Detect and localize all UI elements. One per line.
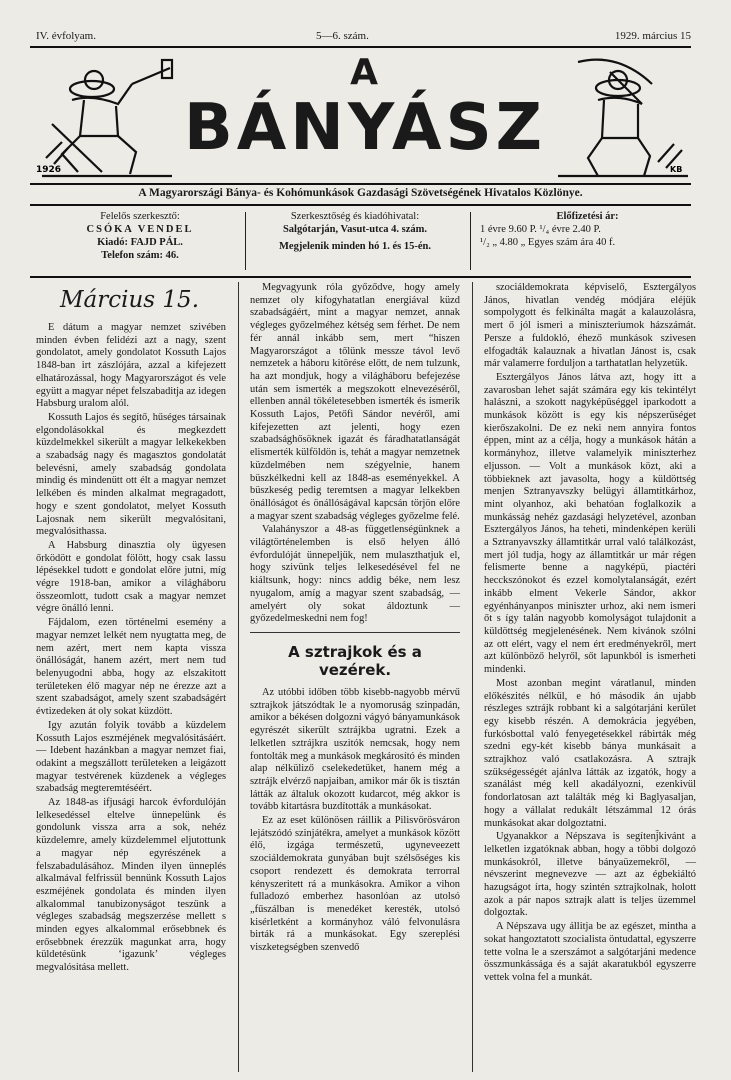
paragraph: Az 1848-as ifjusági harcok évfordulóján lelkesedéssel eltelve ünnepelünk és gondolunk vissza arra a sok, nehéz küzdelemre, amely küzdelemmel eljutottunk a magyar nép egyrészének a felszabadulásához. Minden ilyen ünneplés alkalmával felfrissül bennünk Kossuth Lajos eszméjének gondolata és minden ilyen alkalommal tanubizonyságot teszünk a végleges szabadság megszerzése mellett s minden egyes alkalommal erősebbnek és erősebbnek érezzük magunkat arra, hogy küldetésünk ‘igazunk’ végleges megvalósitása mellett.: [36, 797, 226, 974]
top-rule: [30, 46, 691, 48]
frequency: Megjelenik minden hó 1. és 15-én.: [279, 241, 431, 252]
column-divider-1: [238, 282, 239, 1072]
office-label: Szerkesztőség és kiadóhivatal:: [290, 211, 420, 222]
article-title-marcius: Március 15.: [60, 287, 199, 313]
year-mark: 1926: [36, 165, 62, 175]
volume-label: IV. évfolyam.: [36, 30, 96, 42]
info-rule: [30, 276, 691, 278]
paragraph: A Habsburg dinasztia oly ügyesen őrködött e gondolat fölött, hogy csak lassu lépésekkel tudott e gondolat előre jutni, míg végre 1918-ban, amikor a világháboru összeomlott, tudott csak a magyar nemzet végre önálló lenni.: [36, 539, 226, 615]
title-article: A: [350, 52, 380, 93]
editor-info: [40, 210, 240, 272]
subscription-info: [480, 210, 695, 272]
price-line-2: ¹/₂ „ 4.80 „ Egyes szám ára 40 f.: [480, 237, 616, 248]
office-address: Salgótarján, Vasut-utca 4. szám.: [282, 224, 428, 235]
date-label: 1929. március 15: [614, 30, 691, 42]
editor-name: CSÓKA VENDEL: [86, 224, 194, 235]
subscription-label: Előfizetési ár:: [556, 211, 619, 222]
paragraph: Kossuth Lajos és segítő, hűséges társainak elgondolásokkal és megkezdett küzdelmekkel sikerült a magyar lelkekekben a szabadság nagy és magasztos gondolatát belevésni, amely szabadság gondolata mindig és mindenütt ott élt a magyar nemzet lelkében és minden alkalmat megragadott, hogy e szent gondolatot, melyet Kossuth Lajosnak nem sikerült megvalósitani, megvalósithassa.: [36, 411, 226, 538]
paragraph: Ugyanakkor a Népszava is segítenj̃kivánt a lelketlen izgatóknak abban, hogy a többi dolgozó munkásokról, illetve bányaüzemekről, — névszerint megnevezve — azt az égbekiáltó hazugságot írta, hogy szintén sztrajkolnak, holott azok a pár napos sztrajk alatt is teljes üzemmel dolgoztak.: [484, 831, 696, 919]
miner-illustration-left: [32, 54, 182, 184]
paragraph: Esztergályos János látva azt, hogy itt a zavarosban lehet saját számára egy kis tekintélyt halászni, a szokott nagyképüséggel iparkodott a munkások között is egy kis népszerüséget kierőszakolni. De ez neki nem annyira fontos éppen, mint az a célja, hogy a munkások hátán a kormányhoz, illetve valamelyik miniszterhez eljusson. — Volt a munkások közt, aki a többieknek azt javasolta, hogy a küldöttség menjen Sztranyavszky belügyi államtitkárhoz, mint olyanhoz, aki behatóan foglalkozik a munkásság nehéz gazdasági helyzetével, azonban Esztergályos János, ha teheti, mindenképen kerüli a Sztranyavszky államtitkár urral való találkozást, mert jól tudja, hogy az államtitkár ur már régen felismerte benne a nagyképü, piactéri hecckszónokot és ezzel komolytalanságát, ezért inkább elment Vekerle Sándor, akkor egyénhányanpos miniszter urhoz, aki nem ismeri őt s így talán nagyobb komolyságot tulajdonit a küldöttség megjelenésének. Nem kivánok szólni az ott elért, vagy el nem ért eredményekről, mert azt különböző helyről, sőt lapunkból is ismerheti mindenki.: [484, 371, 696, 676]
masthead-title: [180, 54, 550, 164]
price-line-1: 1 évre 9.60 P. ¹/₄ évre 2.40 P.: [480, 224, 601, 235]
article-divider: [250, 632, 460, 633]
masthead: [30, 50, 691, 185]
paragraph: A Népszava ugy állitja be az egészet, mintha a sokat hangoztatott szocialista öntudattal, egyszerre tette volna le a szerszámot a salgótarjáni medence összmunkássága és a saját akaratukból egyszerre vettek volna fel a munkát.: [484, 921, 696, 983]
paragraph: Most azonban megint váratlanul, minden előkészités nélkül, e hó második án ujabb részleges sztrájk robbant ki a salgótarjáni kerület egy kisebb részén. A demokrácia jegyében, furkósbottal való fenyegetésekkel rábirták még szedni egy-két kisebb bánya munkásait a sztrajkhoz való csatlakozásra. A sztrajk szükségességét ajánlva látták az izgatók, hogy a szanálást még kell akadályozni, ezenkivül fondorlatosan azt találták még ki Baglyasaljan, hogy a vállalat redukált létszámmal 12 órás munkásokat akar dolgoztatni.: [484, 677, 696, 829]
header-line: [36, 30, 691, 46]
title-main: BÁNYÁSZ: [183, 91, 547, 165]
info-divider-2: [470, 212, 471, 270]
miner-illustration-right: [548, 54, 693, 184]
phone: Telefon szám: 46.: [101, 250, 179, 261]
paragraph: Az utóbbi időben több kisebb-nagyobb mérvű sztrajkok játszódtak le a nyomoruság szinpadán, amikor a békésen dolgozni vágyó bányamunkások egyrészét sikerült sztrájkba ugratni. Ezek a lelketlen sztrájkra uszitók nemcsak, hogy nem fontolták meg a munkások megkárosító és minden alap nélküliző cselekedetüket, hanem még a sztrájk elvérző napjaiban, amikor már ők is tisztán látták az általuk okozott kudarcot, még akkor is tovább kitartásra buzdították a munkásokat.: [250, 686, 460, 813]
paragraph: Megvagyunk róla győződve, hogy amely nemzet oly kifogyhatatlan energiával küzd szabadságáért, mint a magyar nemzet, annak végleges győzelméhez kétség sem férhet. De nem fér annál inkább sem, mert “hiszen Magyarországot a tőlünk messze távol levő nemzetek a háboru kitörése előtt, de nem tulzunk, ha azt mondjuk, hogy a világháboru befejezése után sem ismerték a megszokott elnevezéséről, ellenben annál tökéletesebben ismerték és ismerik Kossuth Lajos, Petőfi Sándor nevéről, ami kifejezetten azt jelenti, hogy ezen szabadsághősöknek igazát és fáradhatatlanságát elismerték külföldön is, tehát a magyar nemzetnek küzdelmében nem szégyelnie, hanem büszkélkedni kell az 1848-as eseményekkel. A büszkeség pedig teremtsen a magyar lelkekben önállóságot és önállóságával kapcsán törjön előre a magyar szent szabadság végleges győzelme felé.: [250, 282, 460, 522]
article-title-sztrajkok: A sztrajkok és a vezérek.: [288, 642, 422, 679]
paragraph: Fájdalom, ezen történelmi esemény a magyar nemzet lelkét nem nyugtatta meg, de nem azért, mert nem kapta vissza önállóságát, hanem azért, mert nem tud belenyugodni abba, hogy az elszakitott területeken élő magyar nép ne érezze azt a szent szabadságot, amely szent szabadságért évtizedeken át oly sokat küzdött.: [36, 617, 226, 718]
office-info: [250, 210, 460, 272]
publisher: Kiadó: FAJD PÁL.: [97, 237, 183, 248]
masthead-rule: [30, 183, 691, 185]
paragraph: E dátum a magyar nemzet szivében minden évben felidézi azt a nagy, szent gondolatot, amely gondolatot Kossuth Lajos 1848-ban irt zászlójára, azzal a kifejezett elhatározással, hogy Magyarországot és vele együtt a magyar népet felszabaditja az idegen Habsburg uralom alól.: [36, 322, 226, 410]
column-1: [36, 286, 226, 976]
editor-label: Felelős szerkesztő:: [100, 211, 180, 222]
publication-subtitle: A Magyarországi Bánya- és Kohómunkások Gazdasági Szövetségének Hivatalos Közlönye.: [138, 187, 583, 199]
column-3: [484, 282, 696, 986]
column-2: [250, 282, 460, 956]
column-divider-2: [472, 282, 473, 1072]
info-divider-1: [245, 212, 246, 270]
paragraph: Ez az eset különösen ráillik a Pilisvörösváron lejátszódó szinjátékra, amelyet a munkások között élő, izgága természetű, ugyneveezett szociáldemokrata gunyában bujt szélsőséges kis csoport rendezett és demokrata terrorral kényszeritett rá a munkásokra. Amikor a vihon fulladozó emberhez hasonlóan az utolsó „fűszálban is menedéket keresték, utolsó kisérletként a kormányhoz váló felvonulásra birták rá a munkásokat. Egy szereplési viszketegségben szenvedő: [250, 815, 460, 954]
paragraph: Igy azután folyik tovább a küzdelem Kossuth Lajos eszméjének megvalósitásáért. — Idebent hazánkban a magyar nemzet fiai, odakint a megszállott területeken a leigázott magyar testvérenek küzdenek a végleges szabadság megteremtéséért.: [36, 719, 226, 795]
paragraph: Valahányszor a 48-as függetlenségünknek a világtörténelemben is első helyen álló évfordulóját ünnepeljük, nem mulaszthatjuk el, hogy szivünk teljes lelkesedésével fel ne kiáltsunk, hogy: nincs addig béke, nem lesz nyugalom, amíg a magyar szent szabadság, — amelyért oly sokat áldoztunk — győzedelmeskedni nem fog!: [250, 524, 460, 625]
artist-initials: KB: [670, 165, 683, 174]
subtitle-rule: [30, 204, 691, 206]
paragraph: szociáldemokrata képviselő, Esztergályos János, hivatlan vendég módjára eléjük sompolygott és felkinálta magát a kalauzolásra, mert ő jól ismeri a miniszteriumok házszámát. Persze a fuldokló, éhező munkások szivesen elfogadták kalauznak a hivatlan Jánost is, csak már valamerre forduljon a tarthatatlan helyzetük.: [484, 282, 696, 370]
issue-label: 5—6. szám.: [316, 30, 369, 42]
